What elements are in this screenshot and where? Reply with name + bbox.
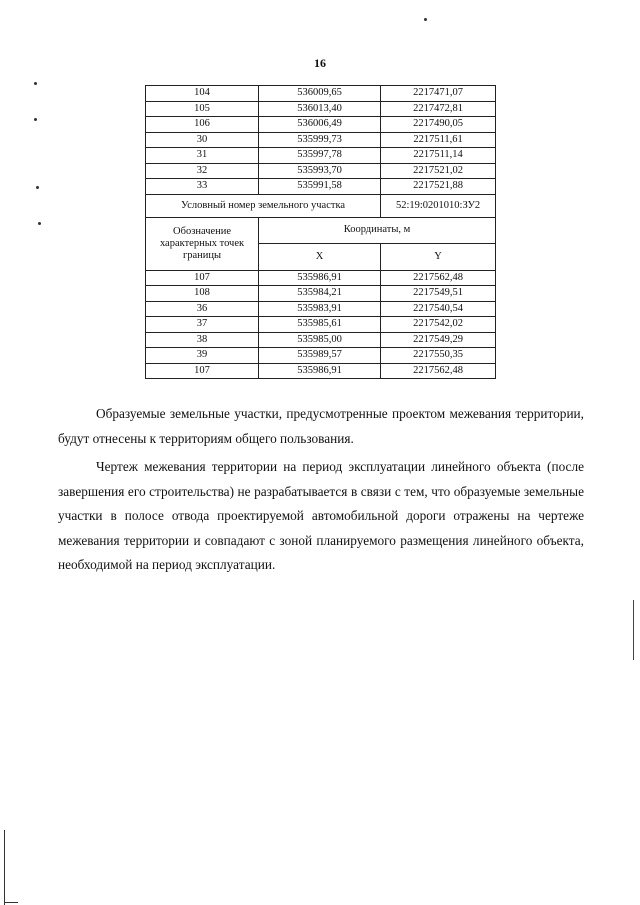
x-cell: 535993,70 <box>259 163 381 179</box>
point-cell: 107 <box>146 270 259 286</box>
table-row <box>146 163 496 179</box>
scan-speck <box>34 82 37 85</box>
point-cell: 30 <box>146 132 259 148</box>
scan-speck <box>424 18 427 21</box>
point-cell: 107 <box>146 363 259 379</box>
point-cell: 106 <box>146 117 259 133</box>
x-cell: 535989,57 <box>259 348 381 364</box>
y-cell: 2217521,02 <box>381 163 496 179</box>
page-number: 16 <box>314 56 326 70</box>
table-row <box>146 132 496 148</box>
table-row <box>146 117 496 133</box>
scan-border-left <box>4 830 5 905</box>
point-cell: 36 <box>146 301 259 317</box>
x-cell: 535984,21 <box>259 286 381 302</box>
paragraph-public-use: Образуемые земельные участки, предусмотренные проектом межевания территории, будут отнесены к территориям общего пользования. <box>58 406 584 446</box>
scan-speck <box>36 186 39 189</box>
header-coordinates: Координаты, м <box>259 217 496 244</box>
parcel-label: Условный номер земельного участка <box>146 194 381 217</box>
x-cell: 536006,49 <box>259 117 381 133</box>
y-cell: 2217549,29 <box>381 332 496 348</box>
header-row <box>146 217 496 244</box>
table-row <box>146 363 496 379</box>
point-cell: 37 <box>146 317 259 333</box>
table-body-bottom <box>146 270 496 379</box>
table-row <box>146 348 496 364</box>
y-cell: 2217521,88 <box>381 179 496 195</box>
y-cell: 2217549,51 <box>381 286 496 302</box>
scan-border-bottom <box>4 902 18 903</box>
table-row <box>146 286 496 302</box>
y-cell: 2217471,07 <box>381 86 496 102</box>
x-cell: 535997,78 <box>259 148 381 164</box>
point-cell: 33 <box>146 179 259 195</box>
parcel-number: 52:19:0201010:ЗУ2 <box>381 194 496 217</box>
x-cell: 535985,61 <box>259 317 381 333</box>
table-row <box>146 148 496 164</box>
table-row <box>146 332 496 348</box>
x-cell: 535985,00 <box>259 332 381 348</box>
parcel-row <box>146 194 496 217</box>
scan-speck <box>34 118 37 121</box>
point-cell: 31 <box>146 148 259 164</box>
scan-speck <box>38 222 41 225</box>
header-x: X <box>259 244 381 271</box>
y-cell: 2217511,61 <box>381 132 496 148</box>
x-cell: 536009,65 <box>259 86 381 102</box>
paragraph-drawing-note: Чертеж межевания территории на период эксплуатации линейного объекта (после завершения его строительства) не разрабатывается в связи с тем, что образуемые земельные участки в полосе отвода проектируемой автомобильной дороги отражены на чертеже межевания территории и совпадают с зоной планируемого размещения линейного объекта, необходимой на период эксплуатации. <box>58 459 584 572</box>
table-row <box>146 86 496 102</box>
table-row <box>146 101 496 117</box>
coordinates-table <box>145 85 496 379</box>
table-row <box>146 270 496 286</box>
y-cell: 2217472,81 <box>381 101 496 117</box>
x-cell: 536013,40 <box>259 101 381 117</box>
table-row <box>146 179 496 195</box>
x-cell: 535986,91 <box>259 363 381 379</box>
header-y: Y <box>381 244 496 271</box>
y-cell: 2217490,05 <box>381 117 496 133</box>
point-cell: 38 <box>146 332 259 348</box>
x-cell: 535983,91 <box>259 301 381 317</box>
point-cell: 39 <box>146 348 259 364</box>
scan-border-right <box>633 600 634 660</box>
point-cell: 104 <box>146 86 259 102</box>
x-cell: 535986,91 <box>259 270 381 286</box>
table-header-block <box>146 194 496 270</box>
table-row <box>146 317 496 333</box>
y-cell: 2217511,14 <box>381 148 496 164</box>
point-cell: 32 <box>146 163 259 179</box>
y-cell: 2217562,48 <box>381 363 496 379</box>
header-point: Обозначение характерных точек границы <box>146 217 259 270</box>
x-cell: 535991,58 <box>259 179 381 195</box>
y-cell: 2217550,35 <box>381 348 496 364</box>
y-cell: 2217542,02 <box>381 317 496 333</box>
point-cell: 105 <box>146 101 259 117</box>
table-row <box>146 301 496 317</box>
y-cell: 2217540,54 <box>381 301 496 317</box>
point-cell: 108 <box>146 286 259 302</box>
x-cell: 535999,73 <box>259 132 381 148</box>
y-cell: 2217562,48 <box>381 270 496 286</box>
table-body-top <box>146 86 496 195</box>
